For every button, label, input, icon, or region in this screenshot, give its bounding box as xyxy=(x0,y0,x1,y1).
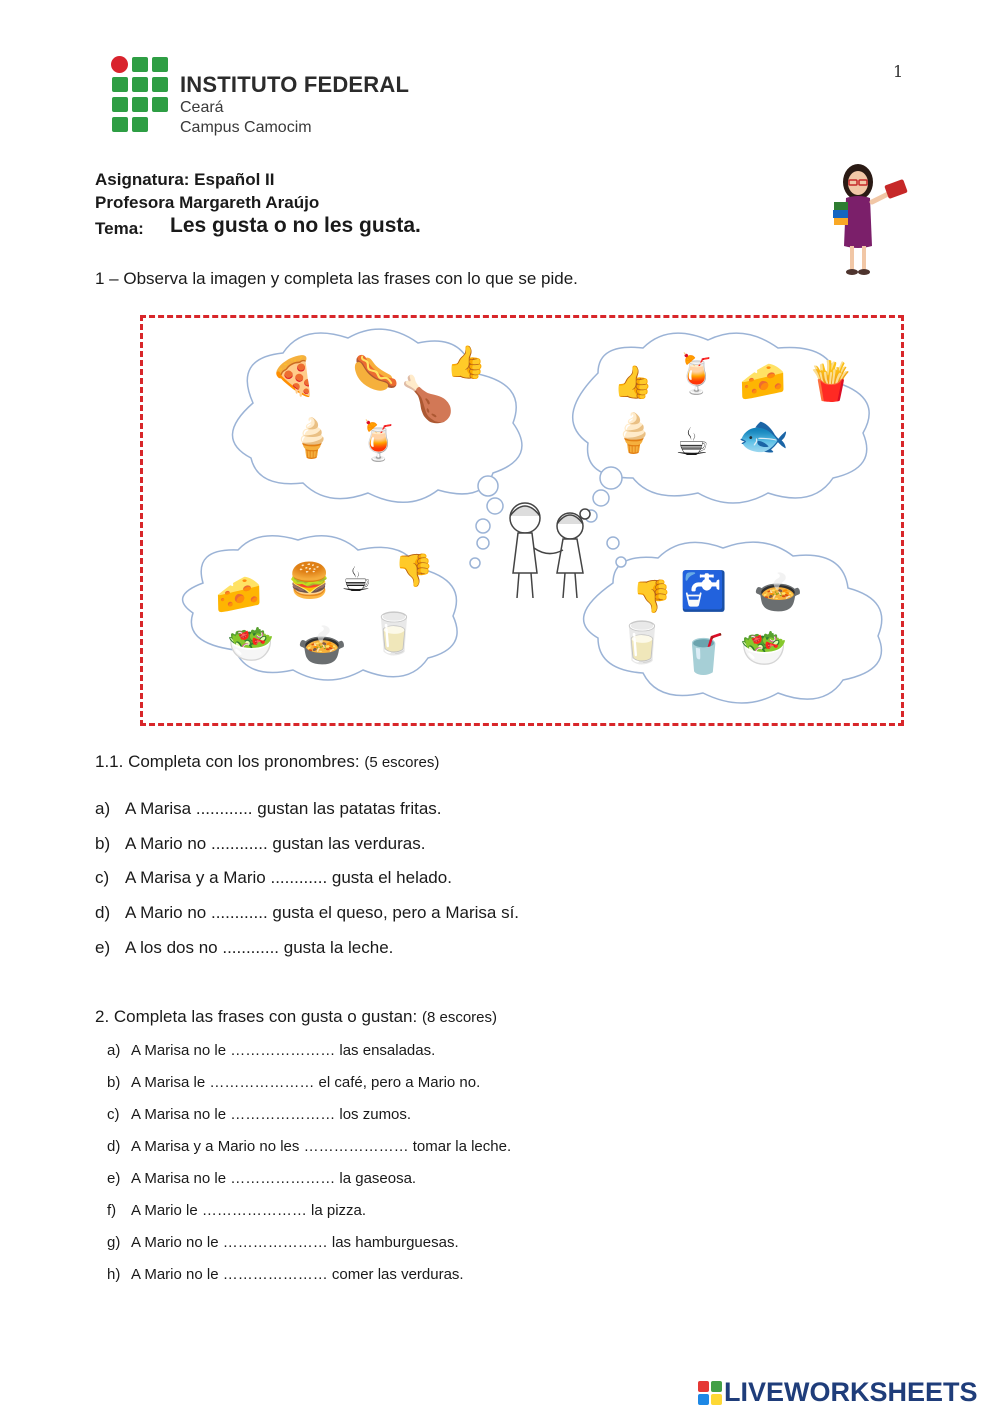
cheese-icon: 🧀 xyxy=(215,574,263,616)
item-label: f) xyxy=(107,1202,117,1219)
illustration-frame xyxy=(140,315,904,726)
ice-cream-icon: 🍦 xyxy=(288,418,336,460)
item-label: e) xyxy=(95,938,111,957)
hamburger-icon: 🍔 xyxy=(288,562,331,600)
exercise-2-item-g xyxy=(107,1234,459,1251)
salad-icon: 🥗 xyxy=(227,624,275,666)
exercise-2-title-text: 2. Completa las frases con gusta o gustan: xyxy=(95,1007,418,1026)
institution-state: Ceará xyxy=(180,99,224,116)
roast-chicken-icon: 🍗 xyxy=(400,375,455,424)
fish-icon: 🐟 xyxy=(737,412,790,459)
question-1-instruction: 1 – Observa la imagen y completa las frases con lo que se pide. xyxy=(95,269,578,288)
item-label: a) xyxy=(95,799,111,818)
thumbs-down-icon: 👎 xyxy=(632,578,672,614)
institution-location xyxy=(180,98,312,138)
exercise-2-score: (8 escores) xyxy=(421,1009,498,1026)
item-text: A Marisa le ………………… el café, pero a Mario no. xyxy=(131,1074,481,1091)
exercise-2-item-f xyxy=(107,1202,366,1219)
exercise-2-item-e xyxy=(107,1170,416,1187)
item-label: a) xyxy=(107,1042,121,1059)
item-text: A Mario no le ………………… comer las verduras. xyxy=(131,1266,464,1283)
thumbs-up-icon: 👍 xyxy=(613,364,653,400)
item-text: A Marisa y a Mario no les ………………… tomar la leche. xyxy=(131,1138,512,1155)
item-text: A Marisa no le ………………… los zumos. xyxy=(131,1106,412,1123)
item-label: g) xyxy=(107,1234,121,1251)
exercise-1-item-b xyxy=(95,834,425,854)
ice-cream-icon: 🍦 xyxy=(610,413,658,455)
thumbs-up-icon: 👍 xyxy=(446,344,486,380)
exercise-2-item-h xyxy=(107,1266,464,1283)
item-text: A los dos no ............ gusta la leche. xyxy=(125,938,394,957)
exercise-2-item-a xyxy=(107,1042,435,1059)
thumbs-down-icon: 👎 xyxy=(394,552,434,588)
soda-icon: 🥤 xyxy=(680,634,728,676)
orange-juice-icon: 🍹 xyxy=(673,354,721,396)
teacher-avatar-icon xyxy=(822,158,912,280)
liveworksheets-brand[interactable]: LIVEWORKSHEETS xyxy=(724,1377,978,1407)
exercise-2-item-d xyxy=(107,1138,511,1155)
exercise-2-title xyxy=(95,1007,497,1027)
item-label: h) xyxy=(107,1266,121,1283)
cheese-icon: 🧀 xyxy=(739,361,787,403)
item-label: e) xyxy=(107,1170,121,1187)
subject-line: Asignatura: Español II xyxy=(95,170,275,189)
item-label: b) xyxy=(95,834,111,853)
item-label: c) xyxy=(107,1106,120,1123)
milk-icon: 🥛 xyxy=(369,612,419,656)
coffee-icon: ☕ xyxy=(675,422,710,464)
institution-campus: Campus Camocim xyxy=(180,119,312,136)
item-label: c) xyxy=(95,868,110,887)
exercise-2-item-b xyxy=(107,1074,480,1091)
soup-icon: 🍲 xyxy=(753,571,803,615)
item-text: A Mario no ............ gusta el queso, pero a Marisa sí. xyxy=(125,903,520,922)
item-text: A Mario no le ………………… las hamburguesas. xyxy=(131,1234,459,1251)
hotdog-icon: 🌭 xyxy=(352,353,400,395)
pizza-icon: 🍕 xyxy=(270,356,318,398)
item-text: A Mario le ………………… la pizza. xyxy=(131,1202,367,1219)
soup-icon: 🍲 xyxy=(297,624,347,668)
orange-juice-icon: 🍹 xyxy=(355,421,403,463)
exercise-1-title xyxy=(95,752,439,772)
exercise-1-item-c xyxy=(95,868,452,888)
exercise-1-item-e xyxy=(95,938,393,958)
institution-logo-icon xyxy=(110,56,172,134)
salad-icon: 🥗 xyxy=(740,628,788,670)
exercise-1-item-a xyxy=(95,799,442,819)
water-icon: 🚰 xyxy=(680,571,728,613)
item-text: A Marisa no le ………………… las ensaladas. xyxy=(131,1042,436,1059)
exercise-1-title-text: 1.1. Completa con los pronombres: xyxy=(95,752,360,771)
liveworksheets-logo-icon xyxy=(698,1381,722,1405)
item-text: A Mario no ............ gustan las verduras. xyxy=(125,834,426,853)
institution-name: INSTITUTO FEDERAL xyxy=(180,72,410,97)
item-label: b) xyxy=(107,1074,121,1091)
coffee-icon: ☕ xyxy=(341,561,372,599)
teacher-line: Profesora Margareth Araújo xyxy=(95,193,320,212)
french-fries-icon: 🍟 xyxy=(807,361,855,403)
topic-value: Les gusta o no les gusta. xyxy=(170,214,421,237)
milk-icon: 🥛 xyxy=(617,621,667,665)
item-text: A Marisa ............ gustan las patatas fritas. xyxy=(125,799,442,818)
page-number: 1 xyxy=(893,62,904,81)
item-text: A Marisa no le ………………… la gaseosa. xyxy=(131,1170,417,1187)
item-text: A Marisa y a Mario ............ gusta el helado. xyxy=(125,868,452,887)
item-label: d) xyxy=(107,1138,121,1155)
item-label: d) xyxy=(95,903,111,922)
exercise-1-score: (5 escores) xyxy=(364,754,440,771)
topic-label: Tema: xyxy=(95,219,144,238)
exercise-2-item-c xyxy=(107,1106,411,1123)
exercise-1-item-d xyxy=(95,903,519,923)
